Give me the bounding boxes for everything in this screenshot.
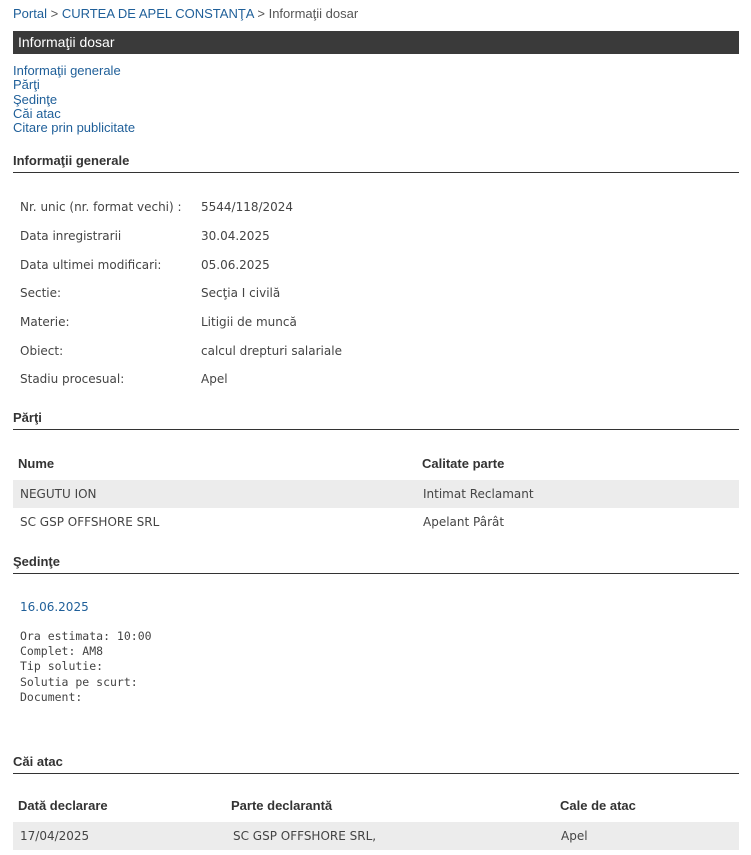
breadcrumb-separator: > <box>50 6 59 21</box>
nav-link-citare[interactable]: Citare prin publicitate <box>13 120 136 136</box>
party-role: Intimat Reclamant <box>423 487 534 501</box>
info-label: Nr. unic (nr. format vechi) : <box>20 200 182 214</box>
section-heading-sedinte: Şedinţe <box>13 554 739 574</box>
info-label: Data inregistrarii <box>20 229 122 243</box>
info-value: 5544/118/2024 <box>201 200 294 214</box>
nav-link-cai-atac[interactable]: Căi atac <box>13 105 61 121</box>
party-name: NEGUTU ION <box>20 487 97 501</box>
section-heading-cai-atac: Căi atac <box>13 754 739 774</box>
hearing-detail-line: Ora estimata: 10:00 <box>20 629 152 643</box>
section-heading-parti: Părţi <box>13 410 739 430</box>
appeal-type: Apel <box>561 829 588 843</box>
breadcrumb-court-link[interactable]: CURTEA DE APEL CONSTANŢA <box>61 6 254 21</box>
info-value: Apel <box>201 372 228 386</box>
info-value: Secţia I civilă <box>201 286 281 300</box>
column-header-parte-declaranta: Parte declarantă <box>231 798 333 813</box>
column-header-cale-de-atac: Cale de atac <box>560 798 636 813</box>
info-label: Sectie: <box>20 286 62 300</box>
table-row <box>13 480 739 508</box>
section-heading-general: Informaţii generale <box>13 153 739 173</box>
section-nav <box>13 64 135 135</box>
appeal-party: SC GSP OFFSHORE SRL, <box>233 829 377 843</box>
table-row <box>13 508 739 536</box>
info-label: Materie: <box>20 315 70 329</box>
breadcrumb-portal-link[interactable]: Portal <box>13 6 47 21</box>
party-role: Apelant Pârât <box>423 515 505 529</box>
info-value: Litigii de muncă <box>201 315 297 329</box>
breadcrumb-separator: > <box>257 6 265 21</box>
info-value: calcul drepturi salariale <box>201 344 342 358</box>
hearing-date: 16.06.2025 <box>20 600 89 614</box>
nav-link-parti[interactable]: Părţi <box>13 77 40 93</box>
breadcrumb-current: Informaţii dosar <box>268 6 359 21</box>
nav-link-sedinte[interactable]: Şedinţe <box>13 91 58 107</box>
info-label: Stadiu procesual: <box>20 372 125 386</box>
appeal-date: 17/04/2025 <box>20 829 90 843</box>
info-label: Data ultimei modificari: <box>20 258 162 272</box>
info-value: 05.06.2025 <box>201 258 270 272</box>
column-header-calitate: Calitate parte <box>422 456 505 471</box>
column-header-nume: Nume <box>18 456 55 471</box>
party-name: SC GSP OFFSHORE SRL <box>20 515 160 529</box>
info-label: Obiect: <box>20 344 64 358</box>
hearing-detail-line: Complet: AM8 <box>20 644 104 659</box>
nav-link-general[interactable]: Informaţii generale <box>13 63 121 78</box>
page-title-bar: Informaţii dosar <box>13 31 739 54</box>
hearing-detail-line: Tip solutie: <box>20 659 104 674</box>
hearing-detail-line: Solutia pe scurt: <box>20 674 138 689</box>
hearing-details <box>20 629 152 705</box>
info-value: 30.04.2025 <box>201 229 270 243</box>
hearing-detail-line: Document: <box>20 689 83 704</box>
breadcrumb <box>13 6 358 22</box>
table-row <box>13 822 739 850</box>
column-header-data-declarare: Dată declarare <box>18 798 108 813</box>
